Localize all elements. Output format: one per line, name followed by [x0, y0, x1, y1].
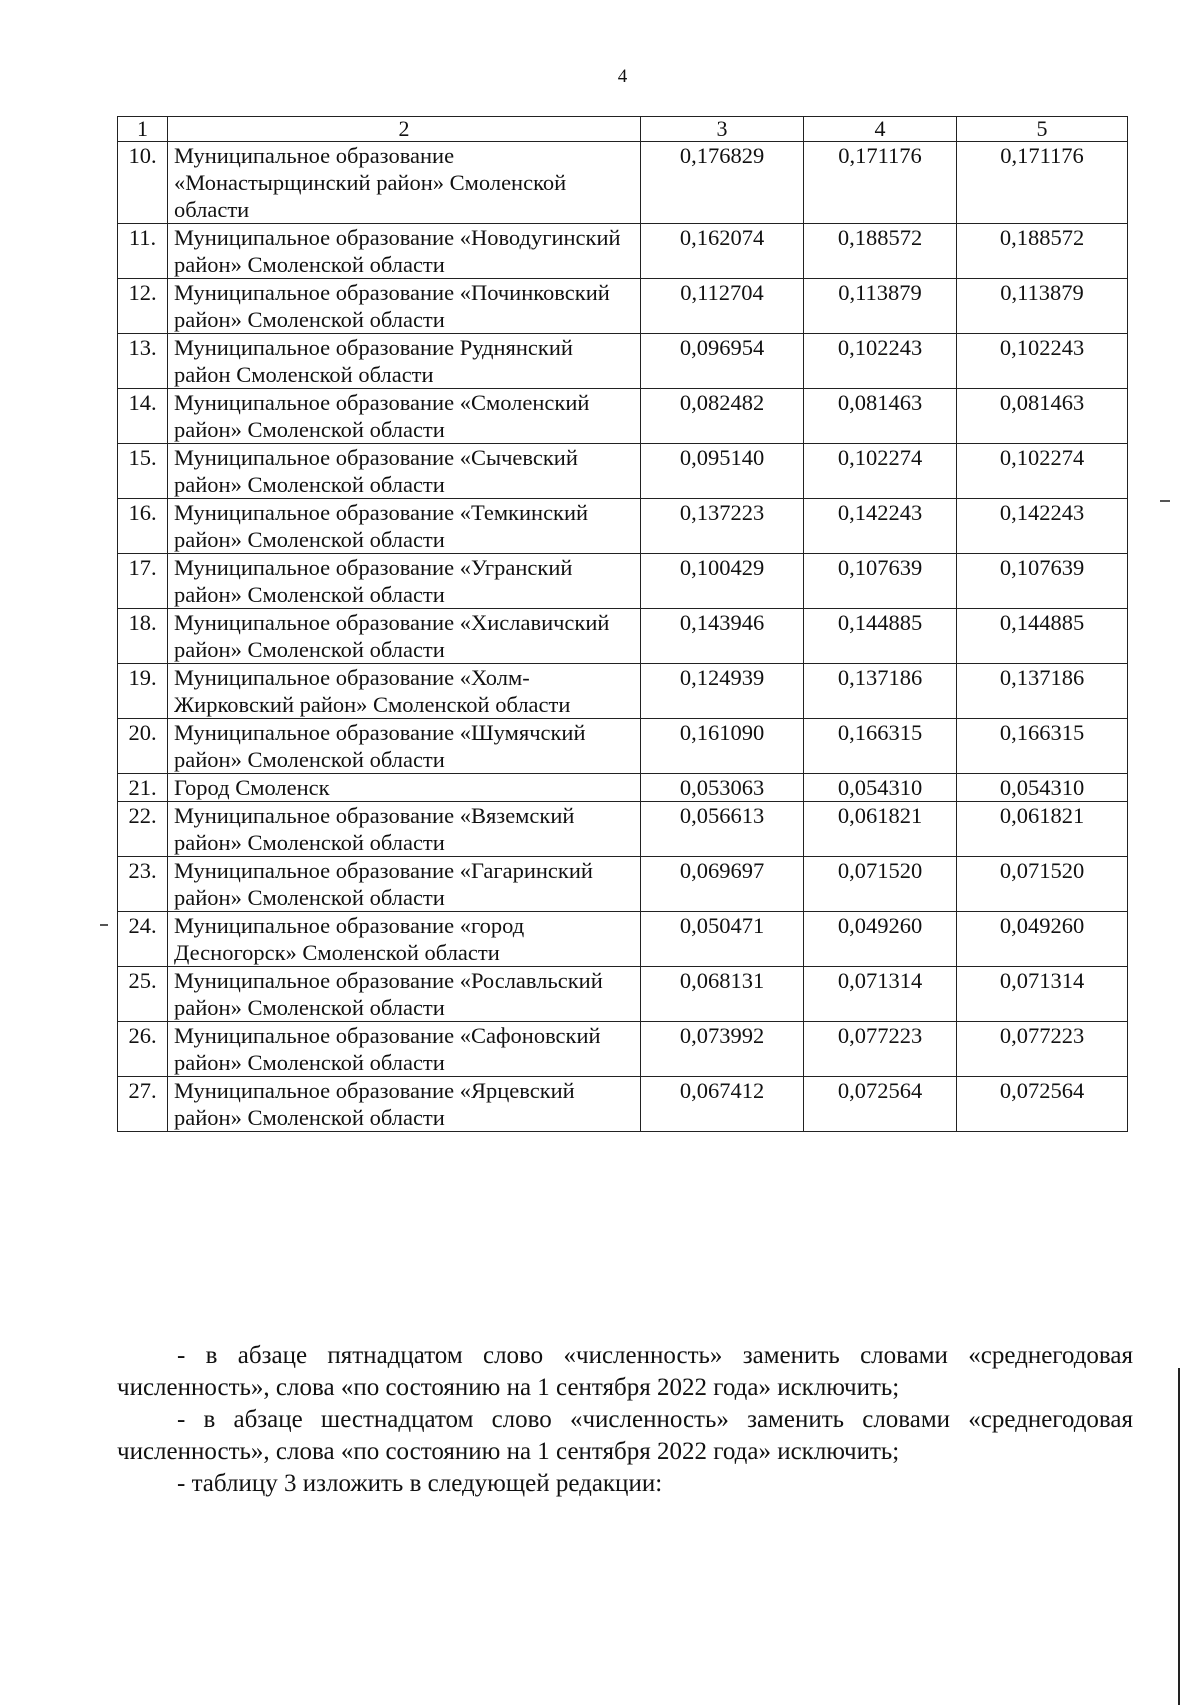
row-number-cell: 21. — [118, 774, 168, 802]
header-cell: 5 — [957, 117, 1128, 142]
column-5-value-cell: 0,166315 — [957, 719, 1128, 774]
amendment-text — [117, 1340, 1133, 1500]
column-4-value-cell: 0,081463 — [804, 389, 957, 444]
column-5-value-cell: 0,071520 — [957, 857, 1128, 912]
table-row — [118, 1077, 1128, 1132]
column-3-value-cell: 0,143946 — [641, 609, 804, 664]
municipality-name-cell: Муниципальное образование «Сычевский район» Смоленской области — [168, 444, 641, 499]
column-3-value-cell: 0,124939 — [641, 664, 804, 719]
header-cell: 4 — [804, 117, 957, 142]
column-5-value-cell: 0,142243 — [957, 499, 1128, 554]
column-4-value-cell: 0,171176 — [804, 142, 957, 224]
municipality-name-cell: Муниципальное образование «Хиславичский район» Смоленской области — [168, 609, 641, 664]
column-5-value-cell: 0,049260 — [957, 912, 1128, 967]
table-row — [118, 912, 1128, 967]
column-5-value-cell: 0,072564 — [957, 1077, 1128, 1132]
column-5-value-cell: 0,102274 — [957, 444, 1128, 499]
table-row — [118, 279, 1128, 334]
table-row — [118, 774, 1128, 802]
row-number-cell: 24. — [118, 912, 168, 967]
column-5-value-cell: 0,081463 — [957, 389, 1128, 444]
column-3-value-cell: 0,176829 — [641, 142, 804, 224]
municipality-name-cell: Муниципальное образование «Шумячский район» Смоленской области — [168, 719, 641, 774]
table-row — [118, 1022, 1128, 1077]
table-row — [118, 609, 1128, 664]
table-row — [118, 554, 1128, 609]
municipality-name-cell: Муниципальное образование «Новодугинский район» Смоленской области — [168, 224, 641, 279]
column-5-value-cell: 0,171176 — [957, 142, 1128, 224]
table-row — [118, 142, 1128, 224]
municipality-name-cell: Муниципальное образование «Смоленский район» Смоленской области — [168, 389, 641, 444]
column-4-value-cell: 0,061821 — [804, 802, 957, 857]
table-row — [118, 719, 1128, 774]
column-4-value-cell: 0,102243 — [804, 334, 957, 389]
column-5-value-cell: 0,137186 — [957, 664, 1128, 719]
column-3-value-cell: 0,095140 — [641, 444, 804, 499]
row-number-cell: 19. — [118, 664, 168, 719]
column-3-value-cell: 0,068131 — [641, 967, 804, 1022]
column-4-value-cell: 0,071314 — [804, 967, 957, 1022]
column-4-value-cell: 0,107639 — [804, 554, 957, 609]
paragraph: - в абзаце шестнадцатом слово «численность» заменить словами «среднегодовая численность», слова «по состоянию на 1 сентября 2022 года» исключить; — [117, 1406, 1133, 1465]
row-number-cell: 10. — [118, 142, 168, 224]
column-5-value-cell: 0,054310 — [957, 774, 1128, 802]
row-number-cell: 11. — [118, 224, 168, 279]
municipality-name-cell: Муниципальное образование «Сафоновский район» Смоленской области — [168, 1022, 641, 1077]
column-5-value-cell: 0,071314 — [957, 967, 1128, 1022]
municipality-name-cell: Муниципальное образование «Ярцевский район» Смоленской области — [168, 1077, 641, 1132]
column-4-value-cell: 0,166315 — [804, 719, 957, 774]
row-number-cell: 16. — [118, 499, 168, 554]
municipality-name-cell: Город Смоленск — [168, 774, 641, 802]
column-4-value-cell: 0,049260 — [804, 912, 957, 967]
column-4-value-cell: 0,077223 — [804, 1022, 957, 1077]
column-3-value-cell: 0,162074 — [641, 224, 804, 279]
municipality-name-cell: Муниципальное образование «Вяземский район» Смоленской области — [168, 802, 641, 857]
row-number-cell: 26. — [118, 1022, 168, 1077]
column-5-value-cell: 0,188572 — [957, 224, 1128, 279]
table-row — [118, 224, 1128, 279]
paragraph: - таблицу 3 изложить в следующей редакции: — [177, 1470, 663, 1497]
row-number-cell: 12. — [118, 279, 168, 334]
row-number-cell: 23. — [118, 857, 168, 912]
table-row — [118, 334, 1128, 389]
table-row — [118, 664, 1128, 719]
column-4-value-cell: 0,071520 — [804, 857, 957, 912]
column-3-value-cell: 0,069697 — [641, 857, 804, 912]
column-3-value-cell: 0,053063 — [641, 774, 804, 802]
row-number-cell: 18. — [118, 609, 168, 664]
column-4-value-cell: 0,188572 — [804, 224, 957, 279]
municipality-name-cell: Муниципальное образование «Починковский район» Смоленской области — [168, 279, 641, 334]
column-3-value-cell: 0,056613 — [641, 802, 804, 857]
column-3-value-cell: 0,067412 — [641, 1077, 804, 1132]
header-cell: 2 — [168, 117, 641, 142]
column-5-value-cell: 0,102243 — [957, 334, 1128, 389]
margin-line — [1178, 1368, 1180, 1705]
column-4-value-cell: 0,137186 — [804, 664, 957, 719]
row-number-cell: 20. — [118, 719, 168, 774]
row-number-cell: 14. — [118, 389, 168, 444]
municipality-name-cell: Муниципальное образование «Холм-Жирковский район» Смоленской области — [168, 664, 641, 719]
row-number-cell: 15. — [118, 444, 168, 499]
column-5-value-cell: 0,113879 — [957, 279, 1128, 334]
column-4-value-cell: 0,072564 — [804, 1077, 957, 1132]
page-number: 4 — [617, 66, 628, 87]
column-3-value-cell: 0,161090 — [641, 719, 804, 774]
column-4-value-cell: 0,142243 — [804, 499, 957, 554]
column-4-value-cell: 0,144885 — [804, 609, 957, 664]
municipality-name-cell: Муниципальное образование «город Десногорск» Смоленской области — [168, 912, 641, 967]
column-5-value-cell: 0,077223 — [957, 1022, 1128, 1077]
row-number-cell: 22. — [118, 802, 168, 857]
table-row — [118, 389, 1128, 444]
coefficients-table — [117, 116, 1128, 1132]
column-3-value-cell: 0,100429 — [641, 554, 804, 609]
table-row — [118, 857, 1128, 912]
margin-mark — [100, 924, 108, 926]
column-5-value-cell: 0,061821 — [957, 802, 1128, 857]
column-5-value-cell: 0,107639 — [957, 554, 1128, 609]
municipality-name-cell: Муниципальное образование Руднянский район Смоленской области — [168, 334, 641, 389]
column-4-value-cell: 0,054310 — [804, 774, 957, 802]
column-3-value-cell: 0,050471 — [641, 912, 804, 967]
table-row — [118, 802, 1128, 857]
column-3-value-cell: 0,096954 — [641, 334, 804, 389]
row-number-cell: 27. — [118, 1077, 168, 1132]
table-row — [118, 967, 1128, 1022]
municipality-name-cell: Муниципальное образование «Угранский район» Смоленской области — [168, 554, 641, 609]
column-3-value-cell: 0,137223 — [641, 499, 804, 554]
margin-mark — [1160, 500, 1170, 502]
municipality-name-cell: Муниципальное образование «Монастырщинский район» Смоленской области — [168, 142, 641, 224]
column-4-value-cell: 0,113879 — [804, 279, 957, 334]
table-row — [118, 444, 1128, 499]
header-cell: 3 — [641, 117, 804, 142]
row-number-cell: 25. — [118, 967, 168, 1022]
row-number-cell: 17. — [118, 554, 168, 609]
column-5-value-cell: 0,144885 — [957, 609, 1128, 664]
column-3-value-cell: 0,073992 — [641, 1022, 804, 1077]
table-row — [118, 499, 1128, 554]
municipality-name-cell: Муниципальное образование «Рославльский район» Смоленской области — [168, 967, 641, 1022]
municipality-name-cell: Муниципальное образование «Темкинский район» Смоленской области — [168, 499, 641, 554]
header-cell: 1 — [118, 117, 168, 142]
column-4-value-cell: 0,102274 — [804, 444, 957, 499]
municipality-name-cell: Муниципальное образование «Гагаринский район» Смоленской области — [168, 857, 641, 912]
column-3-value-cell: 0,082482 — [641, 389, 804, 444]
paragraph: - в абзаце пятнадцатом слово «численность» заменить словами «среднегодовая численность», слова «по состоянию на 1 сентября 2022 года» исключить; — [117, 1342, 1133, 1401]
row-number-cell: 13. — [118, 334, 168, 389]
table-header-row — [118, 117, 1128, 142]
column-3-value-cell: 0,112704 — [641, 279, 804, 334]
